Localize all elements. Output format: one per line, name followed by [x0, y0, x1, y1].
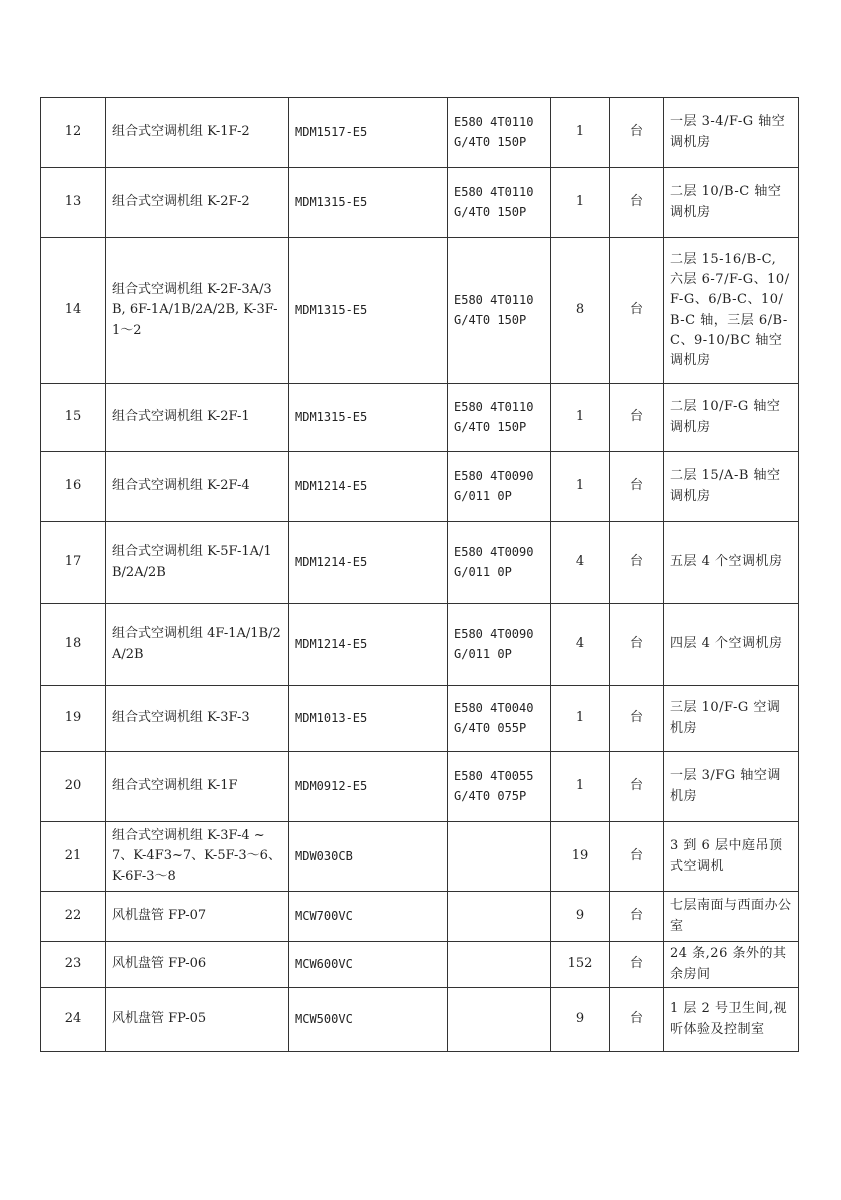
unit: 台 — [610, 988, 664, 1052]
equipment-name: 组合式空调机组 K-2F-4 — [106, 452, 289, 522]
table-row — [41, 384, 799, 452]
equipment-spec — [448, 822, 551, 892]
unit: 台 — [610, 686, 664, 752]
install-location: 一层 3-4/F-G 轴空调机房 — [664, 98, 799, 168]
table-row — [41, 168, 799, 238]
equipment-spec: E580 4T0090G/011 0P — [448, 522, 551, 604]
quantity: 9 — [551, 988, 610, 1052]
equipment-model: MDM1517-E5 — [289, 98, 448, 168]
equipment-model: MDM1214-E5 — [289, 452, 448, 522]
table-row — [41, 604, 799, 686]
install-location: 3 到 6 层中庭吊顶式空调机 — [664, 822, 799, 892]
quantity: 1 — [551, 452, 610, 522]
table-row — [41, 238, 799, 384]
table-row — [41, 822, 799, 892]
unit: 台 — [610, 238, 664, 384]
equipment-model: MDM0912-E5 — [289, 752, 448, 822]
unit: 台 — [610, 452, 664, 522]
table-row — [41, 98, 799, 168]
equipment-spec: E580 4T0110G/4T0 150P — [448, 98, 551, 168]
equipment-name: 组合式空调机组 K-2F-2 — [106, 168, 289, 238]
equipment-spec — [448, 892, 551, 942]
quantity: 9 — [551, 892, 610, 942]
equipment-name: 组合式空调机组 K-2F-3A/3B, 6F-1A/1B/2A/2B, K-3F-1～2 — [106, 238, 289, 384]
equipment-model: MCW600VC — [289, 942, 448, 988]
equipment-spec: E580 4T0055G/4T0 075P — [448, 752, 551, 822]
row-number: 18 — [41, 604, 106, 686]
equipment-model: MCW700VC — [289, 892, 448, 942]
install-location: 一层 3/FG 轴空调机房 — [664, 752, 799, 822]
row-number: 12 — [41, 98, 106, 168]
row-number: 19 — [41, 686, 106, 752]
table-row — [41, 988, 799, 1052]
install-location: 七层南面与西面办公室 — [664, 892, 799, 942]
quantity: 19 — [551, 822, 610, 892]
unit: 台 — [610, 752, 664, 822]
row-number: 21 — [41, 822, 106, 892]
install-location: 四层 4 个空调机房 — [664, 604, 799, 686]
equipment-model: MDM1315-E5 — [289, 384, 448, 452]
table-row — [41, 752, 799, 822]
row-number: 24 — [41, 988, 106, 1052]
equipment-model: MDM1315-E5 — [289, 168, 448, 238]
equipment-spec: E580 4T0090G/011 0P — [448, 452, 551, 522]
quantity: 1 — [551, 384, 610, 452]
quantity: 1 — [551, 752, 610, 822]
equipment-spec: E580 4T0110G/4T0 150P — [448, 384, 551, 452]
equipment-name: 风机盘管 FP-06 — [106, 942, 289, 988]
install-location: 24 条,26 条外的其余房间 — [664, 942, 799, 988]
row-number: 20 — [41, 752, 106, 822]
equipment-name: 组合式空调机组 K-3F-3 — [106, 686, 289, 752]
install-location: 二层 10/F-G 轴空调机房 — [664, 384, 799, 452]
quantity: 8 — [551, 238, 610, 384]
equipment-name: 组合式空调机组 K-2F-1 — [106, 384, 289, 452]
unit: 台 — [610, 522, 664, 604]
unit: 台 — [610, 892, 664, 942]
row-number: 14 — [41, 238, 106, 384]
install-location: 1 层 2 号卫生间,视听体验及控制室 — [664, 988, 799, 1052]
quantity: 1 — [551, 98, 610, 168]
equipment-model: MCW500VC — [289, 988, 448, 1052]
row-number: 15 — [41, 384, 106, 452]
quantity: 1 — [551, 686, 610, 752]
table-row — [41, 522, 799, 604]
equipment-spec: E580 4T0110G/4T0 150P — [448, 168, 551, 238]
table-row — [41, 892, 799, 942]
equipment-spec: E580 4T0040G/4T0 055P — [448, 686, 551, 752]
row-number: 23 — [41, 942, 106, 988]
equipment-model: MDW030CB — [289, 822, 448, 892]
table-row — [41, 942, 799, 988]
equipment-name: 组合式空调机组 K-5F-1A/1B/2A/2B — [106, 522, 289, 604]
equipment-spec — [448, 988, 551, 1052]
install-location: 五层 4 个空调机房 — [664, 522, 799, 604]
equipment-spec: E580 4T0110G/4T0 150P — [448, 238, 551, 384]
unit: 台 — [610, 942, 664, 988]
install-location: 二层 15-16/B-C, 六层 6-7/F-G、10/F-G、6/B-C、10/B-C 轴，三层 6/B-C、9-10/BC 轴空调机房 — [664, 238, 799, 384]
quantity: 1 — [551, 168, 610, 238]
equipment-name: 组合式空调机组 4F-1A/1B/2A/2B — [106, 604, 289, 686]
equipment-table — [40, 97, 799, 1052]
unit: 台 — [610, 98, 664, 168]
equipment-name: 风机盘管 FP-07 — [106, 892, 289, 942]
equipment-name: 组合式空调机组 K-1F-2 — [106, 98, 289, 168]
unit: 台 — [610, 822, 664, 892]
install-location: 二层 10/B-C 轴空调机房 — [664, 168, 799, 238]
row-number: 16 — [41, 452, 106, 522]
row-number: 17 — [41, 522, 106, 604]
unit: 台 — [610, 168, 664, 238]
row-number: 13 — [41, 168, 106, 238]
equipment-spec — [448, 942, 551, 988]
install-location: 二层 15/A-B 轴空调机房 — [664, 452, 799, 522]
table-row — [41, 452, 799, 522]
install-location: 三层 10/F-G 空调机房 — [664, 686, 799, 752]
equipment-model: MDM1214-E5 — [289, 604, 448, 686]
quantity: 4 — [551, 604, 610, 686]
unit: 台 — [610, 604, 664, 686]
equipment-name: 组合式空调机组 K-1F — [106, 752, 289, 822]
equipment-model: MDM1214-E5 — [289, 522, 448, 604]
table-row — [41, 686, 799, 752]
equipment-model: MDM1013-E5 — [289, 686, 448, 752]
quantity: 152 — [551, 942, 610, 988]
equipment-spec: E580 4T0090G/011 0P — [448, 604, 551, 686]
equipment-name: 组合式空调机组 K-3F-4 ~7、K-4F3~7、K-5F-3～6、K-6F-3～8 — [106, 822, 289, 892]
row-number: 22 — [41, 892, 106, 942]
quantity: 4 — [551, 522, 610, 604]
equipment-model: MDM1315-E5 — [289, 238, 448, 384]
unit: 台 — [610, 384, 664, 452]
equipment-name: 风机盘管 FP-05 — [106, 988, 289, 1052]
